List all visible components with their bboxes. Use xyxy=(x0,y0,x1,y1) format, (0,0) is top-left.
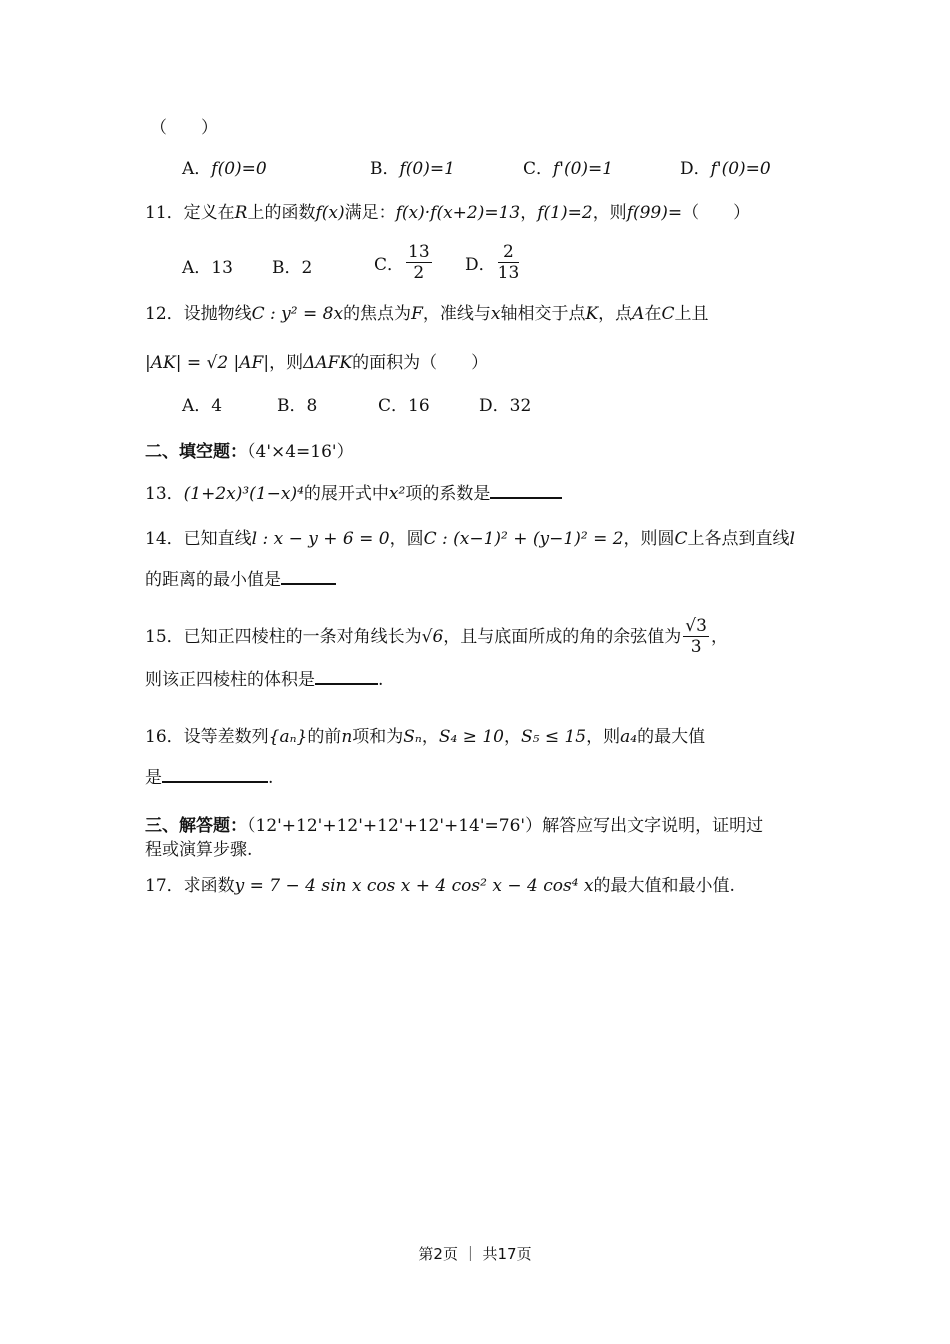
q10-option-c xyxy=(523,154,613,179)
math: (1+2x)³(1−x)⁴ xyxy=(183,484,304,504)
q15-text: 已知正四棱柱的一条对角线长为 xyxy=(183,627,422,647)
math: {aₙ} xyxy=(268,727,308,747)
denominator: 3 xyxy=(690,637,702,657)
fraction xyxy=(498,242,520,283)
q17-text: 的最大值和最小值. xyxy=(593,876,735,896)
denominator: 2 xyxy=(413,263,425,283)
math: A xyxy=(632,304,645,324)
question-number: 16． xyxy=(145,727,184,747)
q17-text: 求函数 xyxy=(183,876,235,896)
math: a₄ xyxy=(620,727,638,747)
q16-text: 的最大值 xyxy=(637,727,706,747)
math: ΔAFK xyxy=(303,353,353,373)
math: |AK| = √2 |AF| xyxy=(145,353,270,373)
numerator: √3 xyxy=(685,616,707,636)
q11-text: ，则 xyxy=(592,203,627,223)
page-footer: 第2页 ｜ 共17页 xyxy=(418,1245,532,1263)
numerator: 2 xyxy=(498,242,520,263)
option-label: B． xyxy=(272,258,302,278)
q12-text: ，准线与 xyxy=(422,304,491,324)
option-label: A． xyxy=(182,396,212,416)
math: x xyxy=(490,304,501,324)
q13-text: 的展开式中 xyxy=(303,484,389,504)
section-title: 二、填空题： xyxy=(145,442,247,462)
math: K xyxy=(585,304,599,324)
q11-text: 满足： xyxy=(344,203,396,223)
math: Sₙ xyxy=(403,727,422,747)
answer-blank xyxy=(281,565,336,585)
math: S₄ ≥ 10 xyxy=(438,727,504,747)
q11-option-b xyxy=(272,253,312,278)
q12-text: 轴相交于点 xyxy=(500,304,586,324)
q15-stem xyxy=(145,616,728,657)
q14-stem-cont xyxy=(145,565,336,592)
q17-stem xyxy=(145,874,735,898)
option-label: D． xyxy=(479,396,510,416)
math: f(99)= xyxy=(626,203,683,223)
option-label: C． xyxy=(374,255,405,275)
option-value: 16 xyxy=(408,396,430,416)
q16-text: 项和为 xyxy=(352,727,404,747)
math: √6 xyxy=(421,627,444,647)
q12-text: ，点 xyxy=(598,304,633,324)
math: F xyxy=(411,304,423,324)
q16-stem-cont xyxy=(145,763,273,790)
option-label: B． xyxy=(370,159,400,179)
question-number: 15． xyxy=(145,627,184,647)
q14-text: 的距离的最小值是 xyxy=(145,570,281,590)
math: C xyxy=(661,304,675,324)
question-number: 11． xyxy=(145,203,184,223)
q10-option-d xyxy=(680,154,771,179)
section-title: 三、解答题： xyxy=(145,816,247,836)
q12-text: 的面积为（ ） xyxy=(352,353,489,373)
q12-text: 上且 xyxy=(674,304,709,324)
option-label: A． xyxy=(182,258,212,278)
q14-text: 上各点到直线 xyxy=(687,529,790,549)
q14-text: 已知直线 xyxy=(183,529,252,549)
option-label: A． xyxy=(182,159,212,179)
math: C xyxy=(674,529,688,549)
question-number: 14． xyxy=(145,529,184,549)
q12-text: 的焦点为 xyxy=(343,304,412,324)
q16-stem xyxy=(145,725,705,749)
math: l : x − y + 6 = 0 xyxy=(251,529,390,549)
q11-paren: （ ） xyxy=(682,203,751,223)
section-2-heading xyxy=(145,440,354,464)
math: f(1)=2 xyxy=(537,203,593,223)
math: S₅ ≤ 15 xyxy=(520,727,587,747)
q15-end: . xyxy=(378,670,384,690)
q16-text: ， xyxy=(503,727,521,747)
question-number: 12． xyxy=(145,304,184,324)
q12-text: ，则 xyxy=(269,353,304,373)
math: C : y² = 8x xyxy=(251,304,344,324)
section-instructions: 解答应写出文字说明，证明过 xyxy=(542,816,764,836)
q16-text: ， xyxy=(421,727,439,747)
option-value: f(0)=1 xyxy=(399,159,455,179)
q11-option-a xyxy=(182,253,233,278)
option-label: D． xyxy=(680,159,711,179)
math: f(x)·f(x+2)=13 xyxy=(395,203,521,223)
option-label: C． xyxy=(523,159,554,179)
q10-option-a xyxy=(182,154,267,179)
q12-option-b xyxy=(277,391,317,416)
question-number: 13． xyxy=(145,484,184,504)
option-value: f(0)=0 xyxy=(211,159,267,179)
section-instructions: 程或演算步骤. xyxy=(145,840,253,860)
fraction xyxy=(406,242,432,283)
option-value: f'(0)=1 xyxy=(553,159,614,179)
option-value: 2 xyxy=(301,258,313,278)
q12-text: 在 xyxy=(644,304,662,324)
option-value: 8 xyxy=(306,396,318,416)
q14-text: ，圆 xyxy=(389,529,424,549)
math: f(x) xyxy=(315,203,345,223)
q12-option-c xyxy=(378,391,430,416)
q14-text: ，则圆 xyxy=(623,529,675,549)
math: n xyxy=(341,727,353,747)
math: l xyxy=(789,529,795,549)
q16-end: . xyxy=(268,768,274,788)
answer-blank xyxy=(490,479,562,499)
q10-option-b xyxy=(370,154,455,179)
q12-option-a xyxy=(182,391,222,416)
answer-blank xyxy=(162,763,268,783)
q15-text: ，且与底面所成的角的余弦值为 xyxy=(443,627,682,647)
option-value: 32 xyxy=(509,396,532,416)
option-value: 4 xyxy=(211,396,223,416)
q11-text: 上的函数 xyxy=(247,203,316,223)
option-value: f'(0)=0 xyxy=(710,159,771,179)
q15-stem-cont xyxy=(145,665,383,692)
q16-text: ，则 xyxy=(586,727,621,747)
q11-text: 定义在 xyxy=(183,203,235,223)
q14-stem xyxy=(145,527,795,551)
q16-text: 是 xyxy=(145,768,162,788)
q13-stem xyxy=(145,479,562,506)
q12-option-d xyxy=(479,391,531,416)
question-number: 17． xyxy=(145,876,184,896)
math: C : (x−1)² + (y−1)² = 2 xyxy=(423,529,624,549)
q11-option-d xyxy=(465,242,521,283)
q13-text: 项的系数是 xyxy=(405,484,491,504)
q11-option-c xyxy=(374,242,434,283)
q12-text: 设抛物线 xyxy=(183,304,252,324)
math: x² xyxy=(388,484,406,504)
q12-stem-cont xyxy=(145,351,488,375)
math: y = 7 − 4 sin x cos x + 4 cos² x − 4 cos⁴ x xyxy=(234,876,594,896)
section-3-heading xyxy=(145,814,763,838)
q10-paren: （ ） xyxy=(150,118,218,138)
option-label: B． xyxy=(277,396,307,416)
section-score: （12'+12'+12'+12'+12'+14'=76'） xyxy=(247,816,543,836)
q15-text: ， xyxy=(710,627,728,647)
answer-blank xyxy=(315,665,378,685)
numerator: 13 xyxy=(408,242,430,262)
option-value: 13 xyxy=(211,258,233,278)
option-label: C． xyxy=(378,396,409,416)
math: R xyxy=(234,203,248,223)
denominator: 13 xyxy=(497,263,520,283)
option-label: D． xyxy=(465,255,496,275)
section-3-heading-cont xyxy=(145,838,252,862)
q11-text: ， xyxy=(520,203,538,223)
q12-stem xyxy=(145,302,708,326)
q16-text: 的前 xyxy=(307,727,342,747)
q11-stem xyxy=(145,201,750,225)
q16-text: 设等差数列 xyxy=(183,727,269,747)
q15-text: 则该正四棱柱的体积是 xyxy=(145,670,315,690)
section-score: （4'×4=16'） xyxy=(247,442,354,462)
fraction xyxy=(683,616,709,657)
